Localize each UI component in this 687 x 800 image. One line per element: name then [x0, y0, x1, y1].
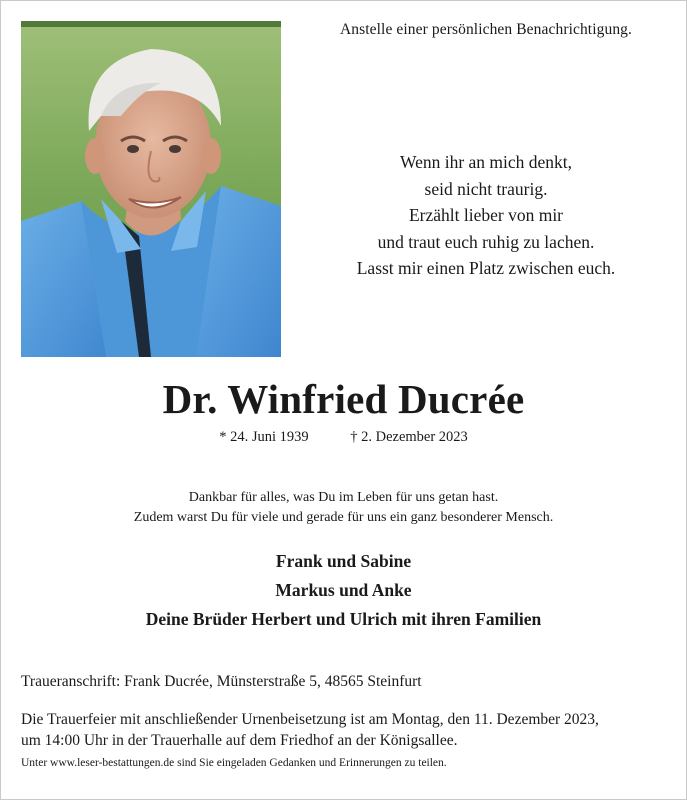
poem [301, 149, 671, 282]
mourner-entry: Markus und Anke [275, 580, 412, 600]
thanks-line: Dankbar für alles, was Du im Leben für uns getan hast. [188, 490, 499, 505]
mourner-entry: Frank und Sabine [275, 551, 412, 571]
birth-date: * 24. Juni 1939 [219, 429, 309, 445]
death-date: † 2. Dezember 2023 [350, 429, 468, 445]
mourner-entry: Deine Brüder Herbert und Ulrich mit ihren Familien [145, 609, 542, 629]
poem-line: Wenn ihr an mich denkt, [399, 152, 573, 172]
header-note: Anstelle einer persönlichen Benachrichtigung. [339, 21, 632, 38]
ceremony-info [21, 710, 671, 751]
portrait-image [21, 21, 281, 357]
mourners-list [1, 547, 686, 634]
poem-line: seid nicht traurig. [424, 178, 548, 199]
thanks-line: Zudem warst Du für viele und gerade für uns ein ganz besonderer Mensch. [133, 509, 554, 525]
portrait-photo [21, 21, 281, 357]
ceremony-line: um 14:00 Uhr in der Trauerhalle auf dem Friedhof an der Königsallee. [21, 731, 458, 749]
poem-line: Lasst mir einen Platz zwischen euch. [356, 258, 616, 278]
deceased-name: Dr. Winfried Ducrée [162, 376, 525, 422]
life-dates [1, 429, 686, 446]
mourning-address: Traueranschrift: Frank Ducrée, Münsterstraße 5, 48565 Steinfurt [21, 673, 422, 690]
ceremony-line: Die Trauerfeier mit anschließender Urnenbeisetzung ist am Montag, den 11. Dezember 2023, [21, 711, 599, 728]
thanks-text [1, 488, 686, 527]
condolence-web-note: Unter www.leser-bestattungen.de sind Sie eingeladen Gedanken und Erinnerungen zu teilen. [21, 757, 447, 769]
poem-line: Erzählt lieber von mir [408, 205, 564, 225]
poem-line: und traut euch ruhig zu lachen. [377, 231, 595, 252]
